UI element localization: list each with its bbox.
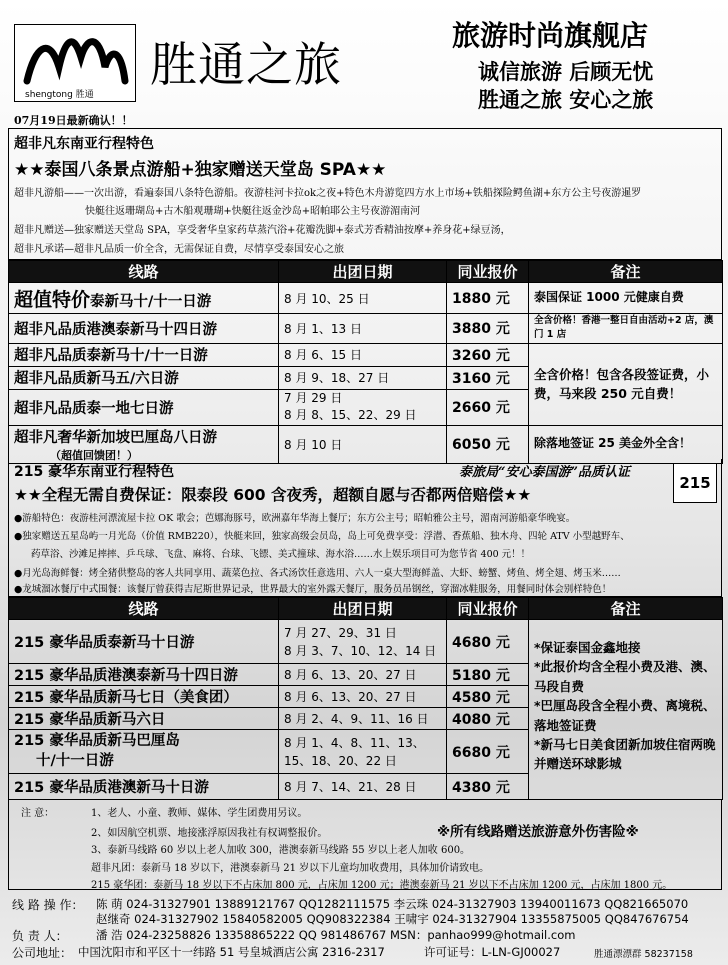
date-cell: 8 月 1、13 日 [279, 314, 447, 344]
brand-title: 胜通之旅 [150, 38, 342, 93]
route-cell: 超非凡品质泰新马十/十一日游 [9, 343, 279, 366]
address-label: 公司地址： [12, 946, 73, 960]
premium-price-table [8, 260, 723, 464]
address-line: 中国沈阳市和平区十一纬路 51 号皇城酒店公寓 2316-2317 [78, 945, 385, 959]
luxury-price-table [8, 597, 723, 800]
note-cell: 泰国保证 1000 元健康自费 [529, 283, 723, 314]
route-subtitle: （超值回馈团！） [50, 448, 138, 462]
route-cell: 215 豪华品质新马七日（美食团） [9, 686, 279, 708]
price-cell: 5180 元 [447, 664, 529, 686]
date-cell [279, 730, 447, 774]
badge-215 [673, 463, 717, 503]
section-headline: ★★全程无需自费保证：限泰段 600 含夜秀，超额自愿与否都两倍赔偿★★ [14, 486, 532, 504]
note-line: 3、泰新马线路 60 岁以上老人加收 300，港澳泰新马线路 55 岁以上老人加收 600。 [91, 845, 471, 856]
date-cell: 8 月 9、18、27 日 [279, 366, 447, 389]
table-header-row [9, 598, 723, 620]
header-note: 备注 [529, 598, 723, 620]
group-number: 胜通漂漂群 58237158 [594, 949, 693, 960]
route-cell: 215 豪华品质新马六日 [9, 708, 279, 730]
note-line: 2、如因航空机票、地接涨浮原因我社有权调整报价。 [91, 828, 328, 839]
notes-box [8, 800, 722, 890]
route-cell: 215 豪华品质泰新马十日游 [9, 620, 279, 664]
feature-line: ●游船特色：夜游桂河漂流屋卡拉 OK 歌会；芭娜海豚号，欧洲嘉年华海上餐厅；东方公主号；昭帕雅公主号，湄南河游船豪华晚宴。 [14, 513, 576, 524]
route-cell: 215 豪华品质港澳新马十日游 [9, 774, 279, 800]
note-cell: 除落地签证 25 美金外全含！ [529, 425, 723, 463]
route-cell [9, 283, 279, 314]
date-cell: 8 月 6、13、20、27 日 [279, 686, 447, 708]
special-offer-label: 超值特价 [14, 288, 91, 311]
note-line: 215 豪华团：泰新马 18 岁以下不占床加 800 元，占床加 1200 元；港澳泰新马 21 岁以下不占床加 1200 元，占床加 1800 元。 [91, 880, 673, 891]
certification-text: 泰旅局“安心泰国游”品质认证 [459, 465, 630, 480]
date-cell: 8 月 2、4、9、11、16 日 [279, 708, 447, 730]
route-cell [9, 730, 279, 774]
license-number: 许可证号：L-LN-GJ00027 [424, 945, 561, 959]
table-row [9, 283, 723, 314]
price-cell: 4380 元 [447, 774, 529, 800]
feature-line: 超非凡承诺—超非凡品质一价全含，无需保证自费，尽情享受泰国安心之旅 [14, 244, 344, 255]
table-row [9, 314, 723, 344]
route-cell: 超非凡品质泰一地七日游 [9, 389, 279, 425]
feature-line: ●月光岛海鲜餐：烤全猪供整岛的客人共同享用、蔬菜色拉、各式汤饮任意选用、六人一桌大型海鲜盖、大虾、螃蟹、烤鱼、烤全翅、烤玉米…… [14, 568, 621, 579]
date-cell: 8 月 6、15 日 [279, 343, 447, 366]
price-cell: 2660 元 [447, 389, 529, 425]
date-cell: 8 月 10、25 日 [279, 283, 447, 314]
notes-label: 注 意： [21, 808, 55, 819]
route-name: 泰新马十/十一日游 [90, 293, 212, 310]
header-route: 线路 [9, 261, 279, 283]
table-row [9, 620, 723, 664]
price-cell: 3260 元 [447, 343, 529, 366]
feature-line: 超非凡赠送—独家赠送天堂岛 SPA，享受奢华皇家药草蒸汽浴+花瓣洗脚+泰式芳香精油按摩+养身花+绿豆汤， [14, 225, 511, 236]
note-item: *此报价均含全程小费及港、澳、马段自费 [534, 659, 716, 694]
date-line: 8 月 8、15、22、29 日 [284, 408, 417, 422]
route-name-line2: 十/十一日游 [36, 752, 114, 769]
price-cell: 4080 元 [447, 708, 529, 730]
update-notice: 07月19日最新确认！！ [14, 114, 133, 127]
feature-line: 超非凡游船——一次出游，看遍泰国八条特色游船。夜游桂河卡拉ok之夜+特色木舟游览四方水上市场+铁船探险鳄鱼湖+东方公主号夜游暹罗 [14, 188, 642, 199]
section-title: 超非凡东南亚行程特色 [14, 136, 154, 152]
note-cell: 全含价格！包含各段签证费，小费，马来段 250 元自费！ [529, 343, 723, 425]
date-cell: 8 月 7、14、21、28 日 [279, 774, 447, 800]
mountain-logo-icon [21, 27, 131, 85]
note-item: *巴厘岛段含全程小费、离境税、落地签证费 [534, 698, 716, 733]
date-line: 8 月 1、4、8、11、13、 [284, 735, 425, 750]
note-item: *保证泰国金鑫地接 [534, 640, 641, 655]
badge-215-text: 215 [679, 474, 711, 492]
feature-line: 快艇往返珊瑚岛+古木船观珊瑚+快艇往返金沙岛+昭帕耶公主号夜游湄南河 [85, 206, 421, 217]
section-headline: ★★泰国八条景点游船+独家赠送天堂岛 SPA★★ [14, 160, 387, 180]
feature-line: ●独家赠送五星岛屿一月光岛（价值 RMB220），快艇来回，独家高级会员岛，岛上可免费享受：浮潜、香蕉船、独木舟、四轮 ATV 小型越野车、 [14, 531, 630, 542]
price-cell: 4680 元 [447, 620, 529, 664]
price-cell: 6050 元 [447, 425, 529, 463]
date-line: 15、18、20、22 日 [284, 753, 397, 768]
insurance-note: ※所有线路赠送旅游意外伤害险※ [437, 824, 639, 840]
company-logo [14, 24, 136, 102]
date-line: 7 月 27、29、31 日 [284, 625, 397, 640]
date-line: 8 月 3、7、10、12、14 日 [284, 643, 437, 658]
price-cell: 1880 元 [447, 283, 529, 314]
header-date: 出团日期 [279, 261, 447, 283]
header-route: 线路 [9, 598, 279, 620]
logo-text: shengtong 胜通 [25, 90, 94, 100]
date-cell: 8 月 10 日 [279, 425, 447, 463]
route-cell: 超非凡品质新马五/六日游 [9, 366, 279, 389]
header-price: 同业报价 [447, 598, 529, 620]
date-cell [279, 389, 447, 425]
route-cell: 215 豪华品质港澳泰新马十四日游 [9, 664, 279, 686]
route-cell: 超非凡品质港澳泰新马十四日游 [9, 314, 279, 344]
note-item: *新马七日美食团新加坡住宿两晚并赠送环球影城 [534, 736, 716, 772]
route-name: 超非凡奢华新加坡巴厘岛八日游 [14, 429, 217, 446]
price-cell: 3160 元 [447, 366, 529, 389]
section-title: 215 豪华东南亚行程特色 [14, 464, 175, 480]
table-header-row [9, 261, 723, 283]
route-cell [9, 425, 279, 463]
note-line: 超非凡团：泰新马 18 岁以下，港澳泰新马 21 岁以下儿童均加收费用，具体加价请致电。 [91, 863, 490, 874]
slogan-line-1: 诚信旅游 后顾无忧 [478, 60, 654, 84]
operator-line: 陈 萌 024-31327901 13889121767 QQ1282111575 李云珠 024-31327903 13940011673 QQ821665070 [96, 897, 689, 911]
table-row [9, 425, 723, 463]
manager-line: 潘 浩 024-23258826 13358865222 QQ 981486767 MSN：panhao999@hotmail.com [96, 928, 576, 942]
price-cell: 6680 元 [447, 730, 529, 774]
slogan-line-2: 胜通之旅 安心之旅 [478, 88, 654, 112]
manager-label: 负 责 人： [12, 929, 68, 943]
section-premium-features [8, 128, 722, 260]
feature-line: 药草浴、沙滩足摔摔、乒乓球、飞盘、麻将、台球、飞镖、美式撞球、海水浴……水上娱乐项目可为您节省 400 元！！ [31, 549, 531, 560]
date-cell: 8 月 6、13、20、27 日 [279, 664, 447, 686]
note-line: 1、老人、小童、教师、媒体、学生团费用另议。 [91, 808, 308, 819]
section-215-features [8, 459, 722, 597]
note-cell: 全含价格！香港一整日自由活动+2 店，澳门 1 店 [529, 314, 723, 344]
note-cell [529, 620, 723, 800]
header-price: 同业报价 [447, 261, 529, 283]
price-cell: 3880 元 [447, 314, 529, 344]
date-line: 7 月 29 日 [284, 391, 343, 406]
header-date: 出团日期 [279, 598, 447, 620]
operator-line: 赵继奇 024-31327902 15840582005 QQ908322384 王啸宇 024-31327904 13355875005 QQ847676754 [96, 912, 689, 926]
feature-line: ●龙城溜冰餐厅中式围餐：该餐厅曾获得吉尼斯世界记录，世界最大的室外露天餐厅，服务员吊钢丝，穿溜冰鞋服务，用餐同时体会别样特色！ [14, 584, 612, 595]
header-note: 备注 [529, 261, 723, 283]
table-row [9, 343, 723, 366]
route-name: 215 豪华品质新马巴厘岛 [14, 732, 180, 749]
operator-label: 线 路 操 作： [12, 898, 84, 912]
price-cell: 4580 元 [447, 686, 529, 708]
date-cell [279, 620, 447, 664]
slogan-title: 旅游时尚旗舰店 [452, 19, 649, 52]
